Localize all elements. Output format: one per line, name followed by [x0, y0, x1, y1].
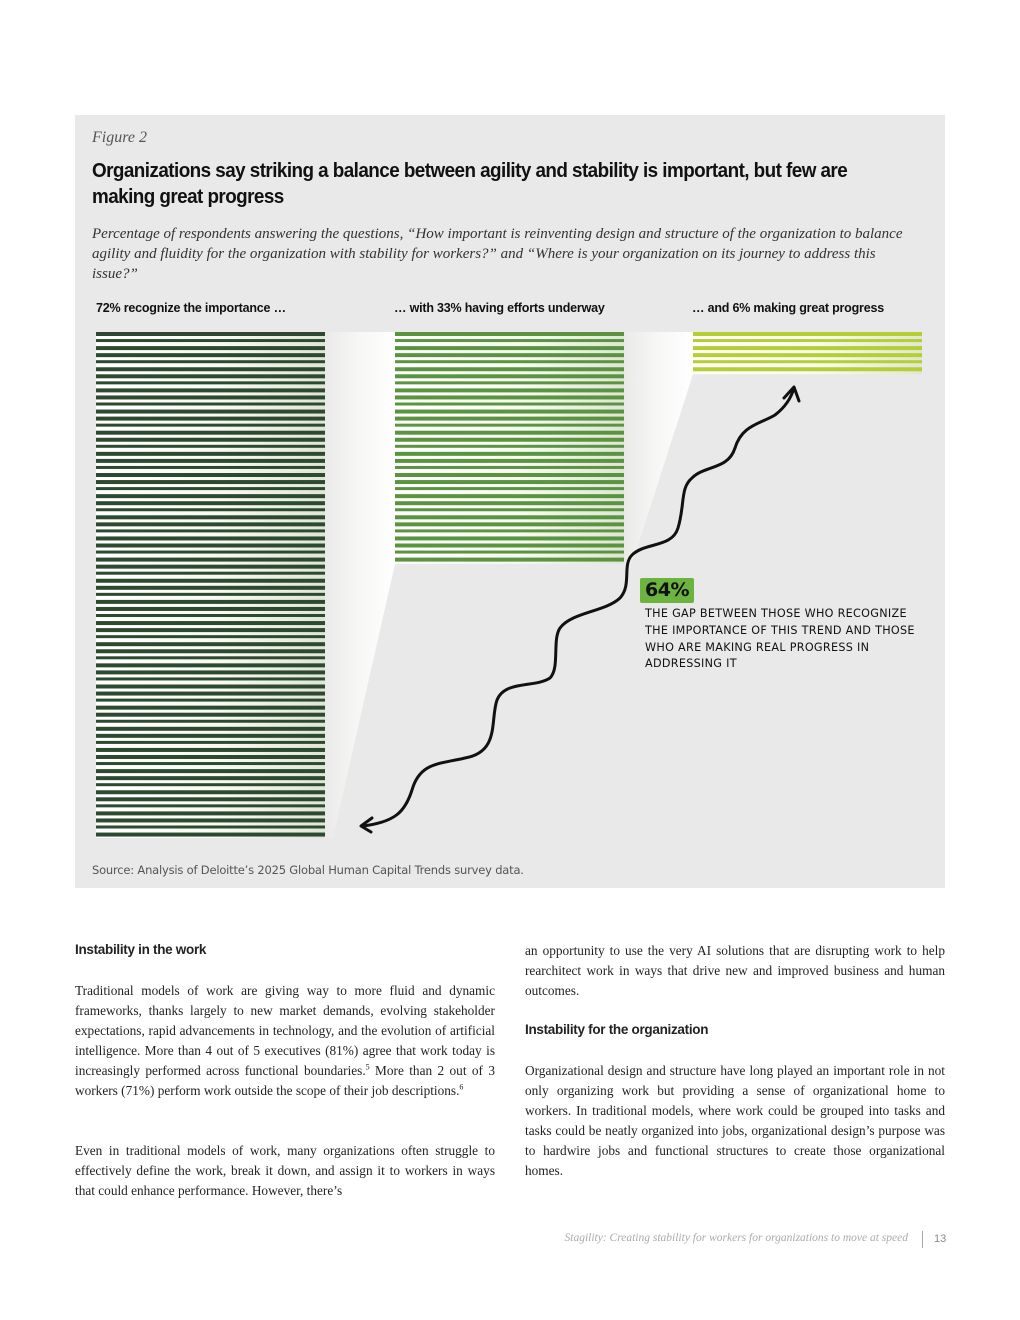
- bar-stripe: [693, 332, 922, 336]
- bar-stripe: [96, 833, 325, 837]
- bar-stripe: [395, 551, 624, 554]
- bar-stripe: [395, 494, 624, 498]
- bar-stripe: [96, 529, 325, 532]
- bar-stripe: [395, 332, 624, 336]
- footnote-ref[interactable]: 5: [365, 1062, 370, 1072]
- bar-stripe: [96, 685, 325, 689]
- figure-label: Figure 2: [92, 129, 147, 146]
- bar-stripe: [96, 473, 325, 477]
- bar-stripe: [96, 480, 325, 484]
- bar-stripe: [96, 395, 325, 399]
- bar-stripe: [96, 410, 325, 414]
- bar-stripe: [96, 487, 325, 490]
- bar-stripe: [96, 699, 325, 702]
- bar-stripe: [96, 790, 325, 794]
- bar-stripe: [395, 424, 624, 427]
- bar-stripe: [96, 600, 325, 604]
- bar-label-underway: … with 33% having efforts underway: [394, 301, 605, 315]
- bar: [693, 332, 922, 374]
- bar-stripe: [395, 445, 624, 448]
- bar-stripe: [96, 804, 325, 807]
- bar-stripe: [96, 515, 325, 519]
- bar-label-progress: … and 6% making great progress: [692, 301, 884, 315]
- bar-stripe: [96, 734, 325, 738]
- bar-stripe: [96, 431, 325, 435]
- bar-stripe: [395, 395, 624, 399]
- bar-stripe: [96, 438, 325, 442]
- bar-stripe: [96, 494, 325, 498]
- bar-stripe: [693, 346, 922, 350]
- bar-stripe: [395, 473, 624, 477]
- bar-label-recognize: 72% recognize the importance …: [96, 301, 286, 315]
- bar-stripe: [96, 762, 325, 765]
- bar-stripe: [693, 339, 922, 342]
- paragraph-text: More than 2 out of 3 workers (71%) perform work outside the scope of their job descriptions.: [75, 1063, 495, 1098]
- bar: [96, 332, 325, 838]
- bar-stripe: [96, 424, 325, 427]
- bar-stripe: [395, 360, 624, 363]
- bar-stripe: [96, 381, 325, 384]
- paragraph-work-1: [75, 981, 495, 1101]
- bar-stripe: [395, 487, 624, 490]
- bar-stripe: [96, 811, 325, 815]
- bar-stripe: [96, 388, 325, 392]
- paragraph-ai-opportunity: an opportunity to use the very AI solutions that are disrupting work to help rearchitect work in ways that drive new and improved business and human outcomes.: [525, 943, 945, 998]
- bar-stripe: [395, 374, 624, 378]
- bar-stripe: [96, 635, 325, 638]
- section-heading-organization: Instability for the organization: [525, 1022, 709, 1037]
- bar-stripe: [395, 522, 624, 526]
- bar-stripe: [693, 360, 922, 363]
- bar-stripe: [96, 593, 325, 596]
- bar-stripe: [96, 826, 325, 829]
- bar-stripe: [96, 741, 325, 744]
- bar-stripe: [96, 466, 325, 469]
- bar-stripe: [395, 529, 624, 532]
- bar-stripe: [96, 558, 325, 562]
- bar-stripe: [96, 670, 325, 674]
- bar-stripe: [395, 339, 624, 342]
- bar-stripe: [96, 692, 325, 696]
- bar-stripe: [96, 607, 325, 611]
- bar-stripe: [96, 452, 325, 456]
- footer-divider: [922, 1231, 923, 1248]
- bar-stripe: [96, 649, 325, 653]
- bar-stripe: [395, 480, 624, 484]
- page-number: 13: [934, 1233, 947, 1245]
- figure-title: Organizations say striking a balance between agility and stability is important, but few are making great progress: [92, 159, 848, 208]
- bar-stripe: [395, 353, 624, 357]
- bar-stripe: [96, 720, 325, 723]
- bar-stripe: [96, 565, 325, 569]
- bar-stripe: [96, 522, 325, 526]
- bar-stripe: [395, 381, 624, 384]
- bar-stripe: [96, 818, 325, 822]
- bar-stripe: [96, 706, 325, 710]
- bar-stripe: [96, 579, 325, 583]
- bar-stripe: [96, 374, 325, 378]
- bar-stripe: [395, 544, 624, 548]
- bar-stripe: [395, 558, 624, 562]
- bar-stripe: [96, 339, 325, 342]
- figure-source: Source: Analysis of Deloitte’s 2025 Global Human Capital Trends survey data.: [92, 863, 524, 877]
- bar-stripe: [96, 776, 325, 780]
- bar-stripe: [395, 438, 624, 442]
- bar-stripe: [96, 353, 325, 357]
- bar-stripe: [96, 755, 325, 759]
- footnote-ref[interactable]: 6: [459, 1082, 464, 1092]
- bar-stripe: [96, 621, 325, 625]
- bar-stripe: [96, 417, 325, 421]
- bars-group: [96, 332, 922, 838]
- bar-stripe: [96, 677, 325, 680]
- bar-stripe: [96, 459, 325, 463]
- bar-stripe: [96, 332, 325, 336]
- gap-value-badge: 64%: [640, 578, 694, 603]
- bar-stripe: [96, 586, 325, 590]
- bar-stripe: [96, 403, 325, 406]
- bar-stripe: [395, 403, 624, 406]
- bar-stripe: [96, 360, 325, 363]
- bar-stripe: [96, 445, 325, 448]
- bar-stripe: [96, 572, 325, 575]
- bar-stripe: [395, 431, 624, 435]
- bar-stripe: [395, 452, 624, 456]
- bar-stripe: [395, 501, 624, 505]
- bar-stripe: [96, 614, 325, 617]
- bar-stripe: [96, 536, 325, 540]
- bar-stripe: [395, 346, 624, 350]
- bar-stripe: [395, 466, 624, 469]
- bar-stripe: [395, 367, 624, 371]
- bar-stripe: [395, 515, 624, 519]
- bar-stripe: [96, 727, 325, 731]
- bar-stripe: [96, 346, 325, 350]
- bar: [395, 332, 624, 564]
- bar-stripe: [693, 353, 922, 357]
- gap-description: THE GAP BETWEEN THOSE WHO RECOGNIZE THE IMPORTANCE OF THIS TREND AND THOSE WHO ARE MAKING REAL PROGRESS IN ADDRESSING IT: [645, 607, 915, 671]
- paragraph-text: Traditional models of work are giving way to more fluid and dynamic frameworks, thanks largely to new market demands, evolving stakeholder expectations, rapid advancements in technology, and the evolution of artificial intelligence. More than 4 out of 5 executives (81%) agree that work today is increasingly performed across functional boundaries.: [75, 983, 495, 1078]
- bar-stripe: [395, 536, 624, 540]
- bar-stripe: [395, 388, 624, 392]
- connector-wedge: [325, 332, 395, 838]
- bar-stripe: [395, 417, 624, 421]
- section-heading-work: Instability in the work: [75, 942, 207, 957]
- bar-stripe: [395, 508, 624, 511]
- bar-stripe: [96, 797, 325, 801]
- bar-stripe: [395, 459, 624, 463]
- bar-stripe: [96, 628, 325, 632]
- bar-stripe: [395, 410, 624, 414]
- bar-stripe: [96, 642, 325, 646]
- connector-wedge: [624, 332, 693, 564]
- bar-stripe: [96, 508, 325, 511]
- bar-stripe: [96, 769, 325, 773]
- bar-stripe: [96, 656, 325, 659]
- paragraph-work-2: Even in traditional models of work, many organizations often struggle to effectively define the work, break it down, and assign it to workers in ways that could enhance performance. However, there’s: [75, 1143, 495, 1198]
- bar-stripe: [96, 367, 325, 371]
- bar-stripe: [693, 367, 922, 371]
- bar-stripe: [96, 713, 325, 717]
- bar-stripe: [96, 501, 325, 505]
- footer-title: Stagility: Creating stability for workers for organizations to move at speed: [564, 1232, 908, 1244]
- figure-subtitle: Percentage of respondents answering the questions, “How important is reinventing design and structure of the organization to balance agility and fluidity for the organization with stability for workers?” and “Where is your organization on its journey to address this issue?”: [92, 226, 903, 282]
- paragraph-organization: Organizational design and structure have long played an important role in not only organizing work but providing a sense of organizational home to workers. In traditional models, where work could be grouped into tasks and tasks could be neatly organized into jobs, organizational design’s purpose was to hardwire jobs and functional structures to create those organizational homes.: [525, 1063, 945, 1178]
- bar-stripe: [96, 551, 325, 554]
- bar-stripe: [96, 663, 325, 667]
- bar-stripe: [96, 783, 325, 786]
- bar-stripe: [96, 544, 325, 548]
- bar-stripe: [96, 748, 325, 752]
- bar-background: [395, 332, 624, 564]
